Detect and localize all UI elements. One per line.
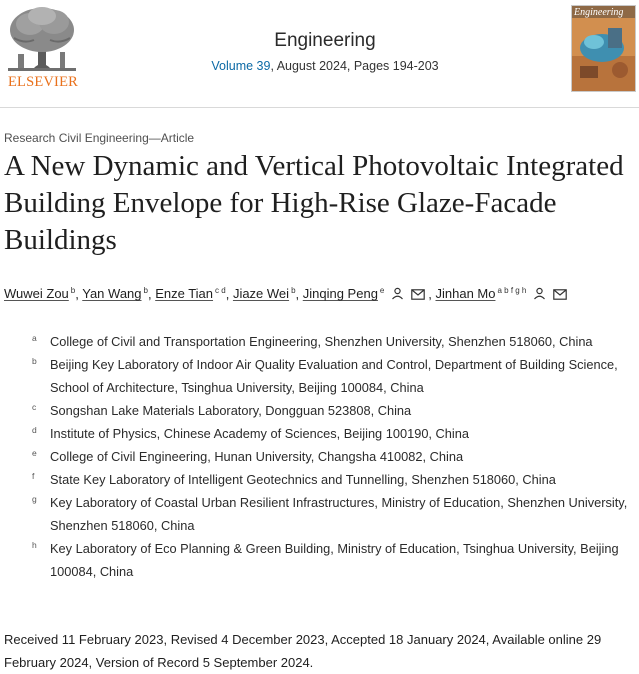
author	[435, 286, 566, 301]
author-affiliation-sup[interactable]: b	[291, 286, 296, 295]
cover-title: Engineering	[574, 7, 624, 18]
author	[233, 286, 296, 301]
affiliation-text: Beijing Key Laboratory of Indoor Air Quality Evaluation and Control, Department of Building Science, School of Architecture, Tsinghua University, Beijing 100084, China	[50, 357, 618, 395]
author-separator: ,	[75, 286, 83, 302]
affiliation-item	[30, 445, 635, 468]
person-icon[interactable]	[391, 287, 404, 303]
affiliation-item	[30, 422, 635, 445]
author-affiliation-sup[interactable]: c d	[215, 286, 226, 295]
article-type-label: Research Civil Engineering—Article	[4, 131, 195, 145]
affiliation-label: h	[32, 540, 37, 550]
author	[155, 286, 226, 301]
author-name[interactable]: Yan Wang	[82, 286, 142, 302]
author-separator: ,	[225, 286, 233, 302]
author-name[interactable]: Wuwei Zou	[4, 286, 69, 302]
affiliation-label: a	[32, 333, 37, 343]
person-icon[interactable]	[533, 287, 546, 303]
author-name[interactable]: Jinqing Peng	[302, 286, 378, 302]
affiliation-label: b	[32, 356, 37, 366]
author	[4, 286, 75, 301]
author-name[interactable]: Jinhan Mo	[435, 286, 496, 302]
issue-info	[140, 59, 510, 73]
affiliation-list	[30, 330, 635, 583]
author-name[interactable]: Jiaze Wei	[232, 286, 290, 302]
envelope-icon[interactable]	[411, 288, 425, 303]
affiliation-text: Songshan Lake Materials Laboratory, Dongguan 523808, China	[50, 403, 412, 418]
affiliation-item	[30, 537, 635, 583]
author-affiliation-sup[interactable]: e	[379, 286, 385, 295]
affiliation-text: State Key Laboratory of Intelligent Geotechnics and Tunnelling, Shenzhen 518060, China	[50, 472, 556, 487]
author-name[interactable]: Enze Tian	[155, 286, 214, 302]
author-affiliation-sup[interactable]: a b f g h	[497, 286, 527, 295]
affiliation-item	[30, 399, 635, 422]
author	[303, 286, 429, 301]
article-history-dates: Received 11 February 2023, Revised 4 December 2023, Accepted 18 January 2024, Available online 29 February 2024, Version of Record 5 September 2024.	[4, 632, 602, 670]
affiliation-item	[30, 353, 635, 399]
author	[82, 286, 148, 301]
journal-header	[0, 0, 639, 108]
affiliation-label: d	[32, 425, 37, 435]
journal-title-link[interactable]: Engineering	[274, 30, 376, 51]
article-title: A New Dynamic and Vertical Photovoltaic Integrated Building Envelope for High-Rise Glaze-Facade Buildings	[4, 150, 624, 256]
volume-link[interactable]: Volume 39	[211, 59, 271, 73]
author-list	[4, 286, 634, 303]
affiliation-label: c	[32, 402, 37, 412]
journal-cover-image[interactable]	[571, 5, 636, 92]
envelope-icon[interactable]	[553, 288, 567, 303]
issue-details: , August 2024, Pages 194-203	[270, 59, 439, 73]
publisher-logo-text: ELSEVIER	[7, 74, 79, 90]
author-affiliation-sup[interactable]: b	[70, 286, 76, 295]
affiliation-label: e	[32, 448, 37, 458]
affiliation-label: f	[32, 471, 35, 481]
affiliation-text: College of Civil and Transportation Engineering, Shenzhen University, Shenzhen 518060, China	[50, 334, 593, 349]
affiliation-text: College of Civil Engineering, Hunan University, Changsha 410082, China	[50, 449, 464, 464]
author-separator: ,	[295, 286, 303, 302]
author-affiliation-sup[interactable]: b	[143, 286, 148, 295]
author-separator: ,	[147, 286, 156, 302]
affiliation-text: Key Laboratory of Coastal Urban Resilient Infrastructures, Ministry of Education, Shenzhen University, Shenzhen 518060, China	[50, 495, 628, 533]
affiliation-item	[30, 468, 635, 491]
affiliation-label: g	[32, 494, 37, 504]
affiliation-text: Key Laboratory of Eco Planning & Green Building, Ministry of Education, Tsinghua University, Beijing 100084, China	[50, 541, 619, 579]
affiliation-text: Institute of Physics, Chinese Academy of Sciences, Beijing 100190, China	[50, 426, 469, 441]
author-separator: ,	[428, 286, 436, 302]
affiliation-item	[30, 330, 635, 353]
affiliation-item	[30, 491, 635, 537]
